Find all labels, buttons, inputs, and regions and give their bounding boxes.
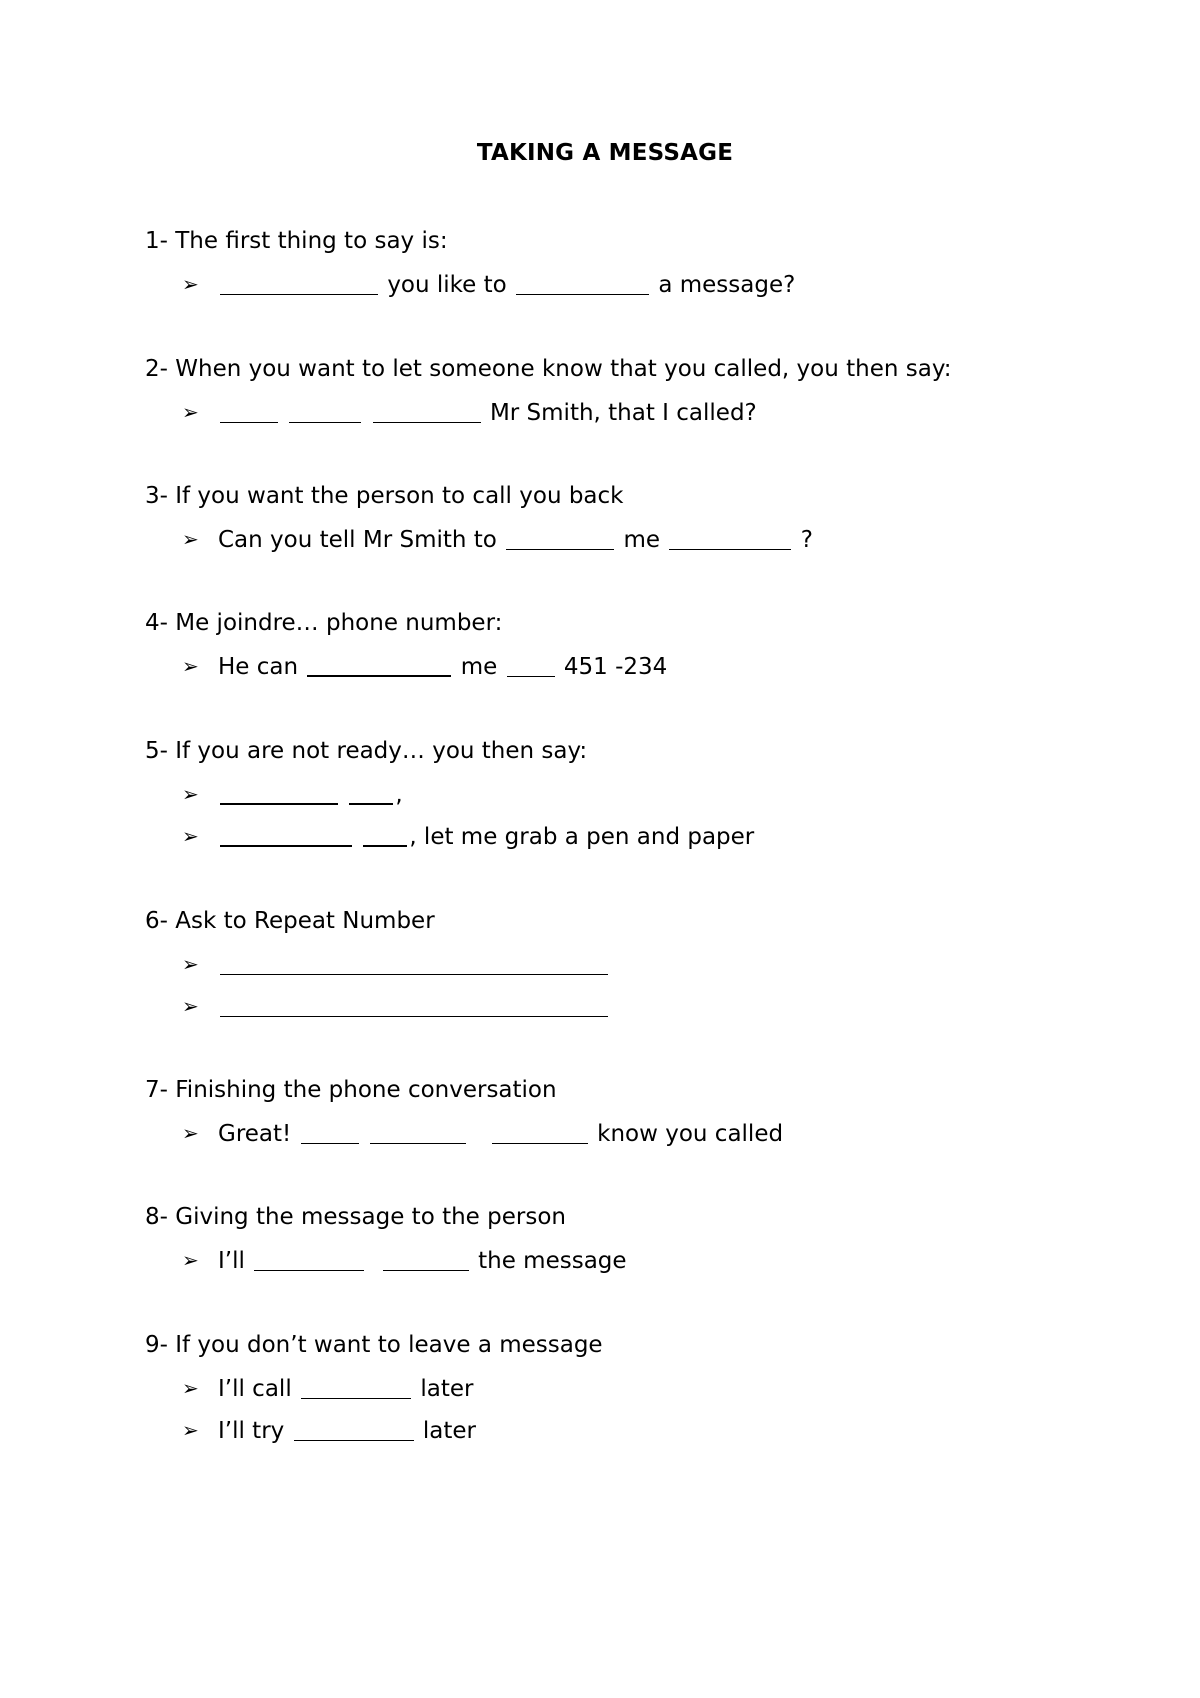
blank-line [254,1250,364,1271]
question-3-prompt: 3- If you want the person to call you back [145,483,624,509]
blank-line [669,529,791,550]
blank-line [363,825,407,847]
blank-line [370,1123,466,1144]
arrow-bullet-icon: ➢ [182,782,199,806]
bullet-text: the message [478,1248,627,1274]
blank-line [301,1123,359,1144]
question-9-prompt: 9- If you don’t want to leave a message [145,1332,603,1358]
bullet-text: you like to [387,272,507,298]
bullet-text: later [420,1376,474,1402]
question-6-bullet-2 [182,991,610,1022]
bullet-text: know you called [597,1121,784,1147]
page-title: TAKING A MESSAGE [476,140,734,166]
arrow-bullet-icon: ➢ [182,1376,199,1400]
bullet-text: He can [218,654,299,680]
question-2-prompt: 2- When you want to let someone know that you called, you then say: [145,356,952,382]
question-9-bullet-2 [182,1415,476,1446]
blank-line [307,655,451,677]
question-6-bullet-1 [182,949,610,980]
blank-line [492,1123,588,1144]
blank-line [220,825,352,847]
blank-line [506,529,614,550]
question-3-bullet-1 [182,524,813,555]
blank-line [289,402,361,423]
bullet-text: Can you tell Mr Smith to [218,527,497,553]
arrow-bullet-icon: ➢ [182,952,199,976]
blank-line [507,656,555,677]
blank-line [220,783,338,805]
bullet-text: I’ll call [218,1376,292,1402]
arrow-bullet-icon: ➢ [182,1121,199,1145]
question-7-prompt: 7- Finishing the phone conversation [145,1077,557,1103]
arrow-bullet-icon: ➢ [182,654,199,678]
blank-line [220,274,378,295]
arrow-bullet-icon: ➢ [182,1248,199,1272]
question-1-bullet-1 [182,269,795,300]
blank-line [220,954,608,975]
bullet-text: later [422,1418,477,1444]
question-4-bullet-1 [182,651,667,682]
blank-line [516,274,649,295]
blank-line [349,783,393,805]
blank-line [301,1378,411,1399]
blank-line [373,402,481,423]
bullet-text: a message? [658,272,796,298]
blank-line [220,996,608,1017]
question-5-bullet-1 [182,779,403,810]
bullet-text: Mr Smith, that I called? [489,400,757,426]
question-9-bullet-1 [182,1373,473,1404]
blank-line [294,1420,414,1441]
bullet-text: I’ll [218,1248,245,1274]
arrow-bullet-icon: ➢ [182,824,199,848]
blank-line [383,1250,469,1271]
arrow-bullet-icon: ➢ [182,400,199,424]
question-7-bullet-1 [182,1118,783,1149]
arrow-bullet-icon: ➢ [182,527,199,551]
bullet-text: me [460,654,498,680]
arrow-bullet-icon: ➢ [182,272,199,296]
bullet-text: me [623,527,661,553]
question-4-prompt: 4- Me joindre… phone number: [145,610,503,636]
question-8-bullet-1 [182,1245,627,1276]
question-2-bullet-1 [182,397,757,428]
bullet-text: , [395,782,403,808]
question-5-prompt: 5- If you are not ready… you then say: [145,738,588,764]
arrow-bullet-icon: ➢ [182,1418,199,1442]
question-6-prompt: 6- Ask to Repeat Number [145,908,435,934]
bullet-text: 451 -234 [563,654,668,680]
bullet-text: ? [800,527,813,553]
arrow-bullet-icon: ➢ [182,994,199,1018]
bullet-text: , let me grab a pen and paper [409,824,755,850]
blank-line [220,402,278,423]
bullet-text: Great! [218,1121,292,1147]
bullet-text: I’ll try [218,1418,285,1444]
question-5-bullet-2 [182,821,754,852]
question-1-prompt: 1- The first thing to say is: [145,228,448,254]
question-8-prompt: 8- Giving the message to the person [145,1204,566,1230]
